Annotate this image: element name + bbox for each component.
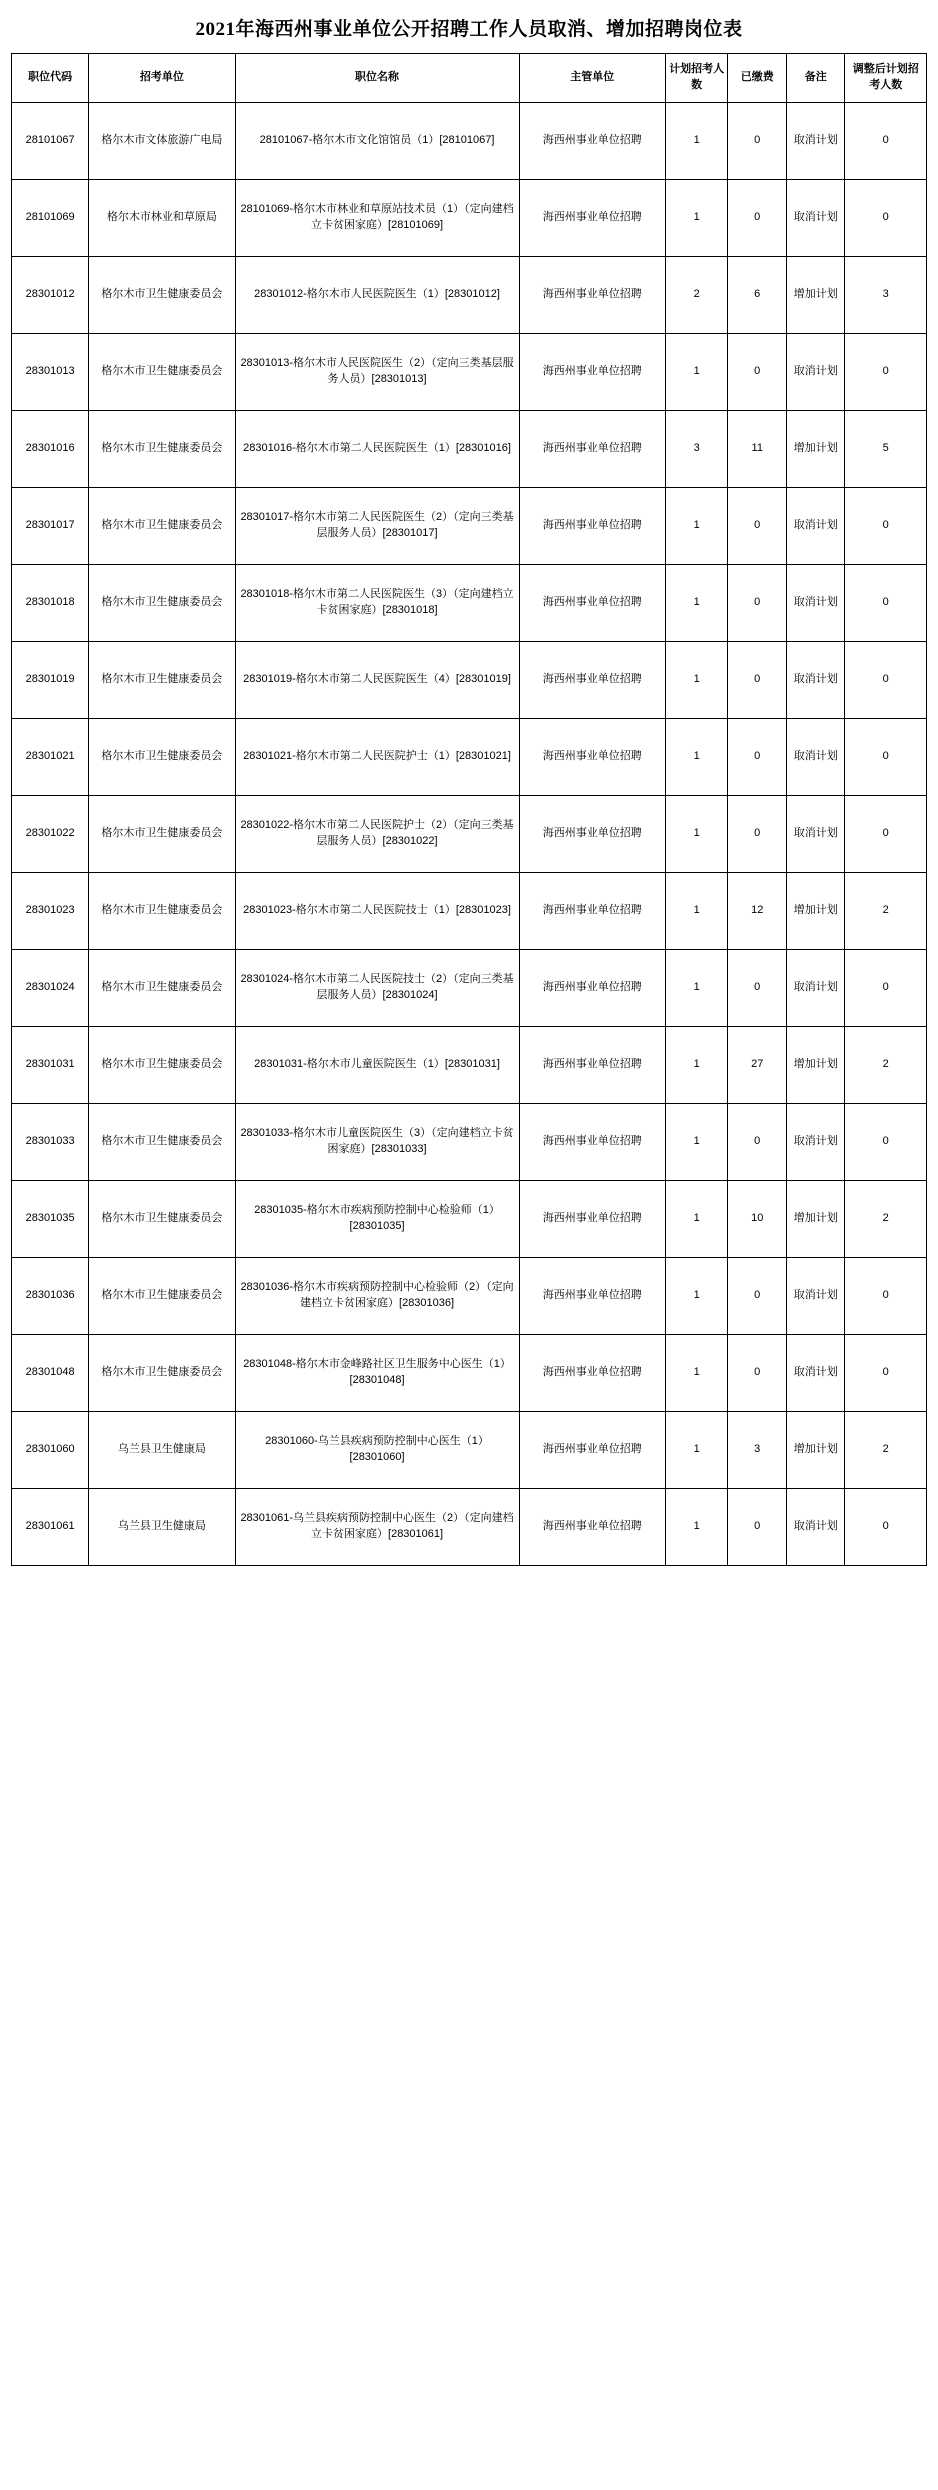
cell-note: 取消计划 [786,950,844,1027]
cell-paid: 0 [728,103,786,180]
recruitment-adjustment-table [11,53,927,1566]
cell-post: 28301060-乌兰县疾病预防控制中心医生（1）[28301060] [235,1412,519,1489]
table-row [12,334,927,411]
table-row [12,642,927,719]
cell-paid: 27 [728,1027,786,1104]
cell-plan: 1 [665,1104,728,1181]
table-row [12,488,927,565]
table-row [12,257,927,334]
cell-adjusted: 0 [845,950,927,1027]
table-row [12,411,927,488]
cell-dept: 海西州事业单位招聘 [519,411,665,488]
table-row [12,103,927,180]
cell-unit: 格尔木市卫生健康委员会 [89,334,235,411]
cell-dept: 海西州事业单位招聘 [519,1181,665,1258]
cell-adjusted: 0 [845,180,927,257]
cell-dept: 海西州事业单位招聘 [519,257,665,334]
table-row [12,1335,927,1412]
cell-post: 28301021-格尔木市第二人民医院护士（1）[28301021] [235,719,519,796]
cell-code: 28301036 [12,1258,89,1335]
table-row [12,1412,927,1489]
cell-unit: 格尔木市卫生健康委员会 [89,488,235,565]
cell-unit: 格尔木市卫生健康委员会 [89,950,235,1027]
table-row [12,873,927,950]
cell-post: 28301019-格尔木市第二人民医院医生（4）[28301019] [235,642,519,719]
cell-paid: 11 [728,411,786,488]
cell-paid: 0 [728,1104,786,1181]
cell-dept: 海西州事业单位招聘 [519,1489,665,1566]
cell-adjusted: 2 [845,873,927,950]
cell-unit: 格尔木市林业和草原局 [89,180,235,257]
cell-paid: 10 [728,1181,786,1258]
cell-note: 取消计划 [786,488,844,565]
cell-paid: 0 [728,796,786,873]
cell-code: 28301016 [12,411,89,488]
table-row [12,796,927,873]
cell-code: 28301048 [12,1335,89,1412]
cell-paid: 0 [728,950,786,1027]
cell-post: 28301012-格尔木市人民医院医生（1）[28301012] [235,257,519,334]
cell-unit: 格尔木市文体旅游广电局 [89,103,235,180]
cell-plan: 1 [665,1489,728,1566]
table-row [12,1181,927,1258]
table-row [12,1027,927,1104]
cell-code: 28301013 [12,334,89,411]
column-header-dept: 主管单位 [519,54,665,103]
cell-code: 28301019 [12,642,89,719]
cell-code: 28301022 [12,796,89,873]
cell-code: 28301033 [12,1104,89,1181]
cell-dept: 海西州事业单位招聘 [519,103,665,180]
cell-paid: 0 [728,642,786,719]
column-header-post: 职位名称 [235,54,519,103]
cell-paid: 0 [728,1335,786,1412]
cell-note: 增加计划 [786,1412,844,1489]
cell-code: 28301018 [12,565,89,642]
cell-note: 取消计划 [786,180,844,257]
cell-plan: 1 [665,180,728,257]
table-row [12,1258,927,1335]
cell-adjusted: 0 [845,1104,927,1181]
cell-post: 28301036-格尔木市疾病预防控制中心检验师（2）（定向建档立卡贫困家庭）[28301036] [235,1258,519,1335]
cell-unit: 格尔木市卫生健康委员会 [89,873,235,950]
cell-paid: 0 [728,565,786,642]
cell-unit: 格尔木市卫生健康委员会 [89,1181,235,1258]
cell-plan: 2 [665,257,728,334]
cell-adjusted: 5 [845,411,927,488]
cell-unit: 格尔木市卫生健康委员会 [89,642,235,719]
cell-code: 28101067 [12,103,89,180]
cell-unit: 格尔木市卫生健康委员会 [89,411,235,488]
cell-note: 取消计划 [786,642,844,719]
cell-dept: 海西州事业单位招聘 [519,488,665,565]
cell-paid: 0 [728,488,786,565]
cell-unit: 格尔木市卫生健康委员会 [89,1335,235,1412]
cell-unit: 乌兰县卫生健康局 [89,1412,235,1489]
column-header-unit: 招考单位 [89,54,235,103]
cell-post: 28101069-格尔木市林业和草原站技术员（1）（定向建档立卡贫困家庭）[28101069] [235,180,519,257]
cell-plan: 1 [665,950,728,1027]
table-row [12,1489,927,1566]
cell-code: 28301012 [12,257,89,334]
cell-plan: 1 [665,796,728,873]
cell-code: 28301017 [12,488,89,565]
page-title: 2021年海西州事业单位公开招聘工作人员取消、增加招聘岗位表 [195,19,743,40]
cell-post: 28301017-格尔木市第二人民医院医生（2）（定向三类基层服务人员）[28301017] [235,488,519,565]
cell-dept: 海西州事业单位招聘 [519,796,665,873]
cell-post: 28301013-格尔木市人民医院医生（2）（定向三类基层服务人员）[28301013] [235,334,519,411]
table-row [12,565,927,642]
cell-note: 取消计划 [786,334,844,411]
cell-unit: 格尔木市卫生健康委员会 [89,1027,235,1104]
cell-dept: 海西州事业单位招聘 [519,565,665,642]
cell-post: 28301035-格尔木市疾病预防控制中心检验师（1）[28301035] [235,1181,519,1258]
cell-paid: 0 [728,1489,786,1566]
cell-note: 增加计划 [786,1181,844,1258]
cell-adjusted: 0 [845,719,927,796]
cell-plan: 1 [665,1335,728,1412]
table-header-row [12,54,927,103]
cell-unit: 乌兰县卫生健康局 [89,1489,235,1566]
cell-adjusted: 2 [845,1027,927,1104]
cell-note: 取消计划 [786,1104,844,1181]
cell-unit: 格尔木市卫生健康委员会 [89,796,235,873]
cell-code: 28301021 [12,719,89,796]
cell-plan: 1 [665,1258,728,1335]
cell-plan: 3 [665,411,728,488]
cell-unit: 格尔木市卫生健康委员会 [89,1258,235,1335]
cell-paid: 0 [728,1258,786,1335]
cell-note: 增加计划 [786,411,844,488]
cell-note: 取消计划 [786,1335,844,1412]
cell-adjusted: 0 [845,565,927,642]
table-row [12,719,927,796]
cell-dept: 海西州事业单位招聘 [519,1104,665,1181]
cell-plan: 1 [665,334,728,411]
cell-unit: 格尔木市卫生健康委员会 [89,1104,235,1181]
cell-plan: 1 [665,1412,728,1489]
cell-post: 28301061-乌兰县疾病预防控制中心医生（2）（定向建档立卡贫困家庭）[28301061] [235,1489,519,1566]
cell-adjusted: 0 [845,796,927,873]
cell-dept: 海西州事业单位招聘 [519,950,665,1027]
cell-note: 取消计划 [786,796,844,873]
cell-code: 28301061 [12,1489,89,1566]
cell-adjusted: 0 [845,103,927,180]
cell-dept: 海西州事业单位招聘 [519,334,665,411]
column-header-plan: 计划招考人数 [665,54,728,103]
cell-post: 28301022-格尔木市第二人民医院护士（2）（定向三类基层服务人员）[28301022] [235,796,519,873]
cell-code: 28301023 [12,873,89,950]
cell-note: 取消计划 [786,103,844,180]
cell-plan: 1 [665,1027,728,1104]
cell-post: 28301024-格尔木市第二人民医院技士（2）（定向三类基层服务人员）[28301024] [235,950,519,1027]
cell-adjusted: 0 [845,488,927,565]
cell-note: 增加计划 [786,257,844,334]
cell-unit: 格尔木市卫生健康委员会 [89,257,235,334]
cell-code: 28301031 [12,1027,89,1104]
cell-paid: 0 [728,334,786,411]
cell-paid: 0 [728,180,786,257]
cell-dept: 海西州事业单位招聘 [519,1258,665,1335]
cell-dept: 海西州事业单位招聘 [519,180,665,257]
cell-post: 28301033-格尔木市儿童医院医生（3）（定向建档立卡贫困家庭）[28301033] [235,1104,519,1181]
cell-note: 取消计划 [786,565,844,642]
cell-adjusted: 0 [845,334,927,411]
table-row [12,180,927,257]
cell-plan: 1 [665,719,728,796]
cell-paid: 0 [728,719,786,796]
cell-code: 28301024 [12,950,89,1027]
cell-paid: 12 [728,873,786,950]
cell-unit: 格尔木市卫生健康委员会 [89,565,235,642]
cell-plan: 1 [665,1181,728,1258]
cell-adjusted: 3 [845,257,927,334]
cell-code: 28301060 [12,1412,89,1489]
cell-note: 取消计划 [786,1258,844,1335]
cell-dept: 海西州事业单位招聘 [519,642,665,719]
cell-adjusted: 0 [845,1258,927,1335]
cell-plan: 1 [665,873,728,950]
cell-plan: 1 [665,103,728,180]
cell-paid: 3 [728,1412,786,1489]
cell-unit: 格尔木市卫生健康委员会 [89,719,235,796]
cell-note: 增加计划 [786,873,844,950]
cell-dept: 海西州事业单位招聘 [519,719,665,796]
column-header-paid: 已缴费 [728,54,786,103]
cell-post: 28101067-格尔木市文化馆馆员（1）[28101067] [235,103,519,180]
cell-code: 28101069 [12,180,89,257]
table-row [12,950,927,1027]
cell-post: 28301048-格尔木市金峰路社区卫生服务中心医生（1）[28301048] [235,1335,519,1412]
cell-adjusted: 2 [845,1181,927,1258]
cell-paid: 6 [728,257,786,334]
cell-plan: 1 [665,488,728,565]
column-header-code: 职位代码 [12,54,89,103]
cell-adjusted: 0 [845,642,927,719]
cell-dept: 海西州事业单位招聘 [519,1412,665,1489]
cell-note: 取消计划 [786,1489,844,1566]
cell-adjusted: 0 [845,1335,927,1412]
cell-plan: 1 [665,565,728,642]
column-header-adjusted: 调整后计划招考人数 [845,54,927,103]
cell-adjusted: 0 [845,1489,927,1566]
cell-dept: 海西州事业单位招聘 [519,1027,665,1104]
cell-post: 28301031-格尔木市儿童医院医生（1）[28301031] [235,1027,519,1104]
cell-dept: 海西州事业单位招聘 [519,1335,665,1412]
table-row [12,1104,927,1181]
cell-post: 28301018-格尔木市第二人民医院医生（3）（定向建档立卡贫困家庭）[28301018] [235,565,519,642]
cell-plan: 1 [665,642,728,719]
cell-post: 28301023-格尔木市第二人民医院技士（1）[28301023] [235,873,519,950]
cell-dept: 海西州事业单位招聘 [519,873,665,950]
cell-adjusted: 2 [845,1412,927,1489]
cell-note: 取消计划 [786,719,844,796]
cell-note: 增加计划 [786,1027,844,1104]
cell-post: 28301016-格尔木市第二人民医院医生（1）[28301016] [235,411,519,488]
column-header-note: 备注 [786,54,844,103]
cell-code: 28301035 [12,1181,89,1258]
